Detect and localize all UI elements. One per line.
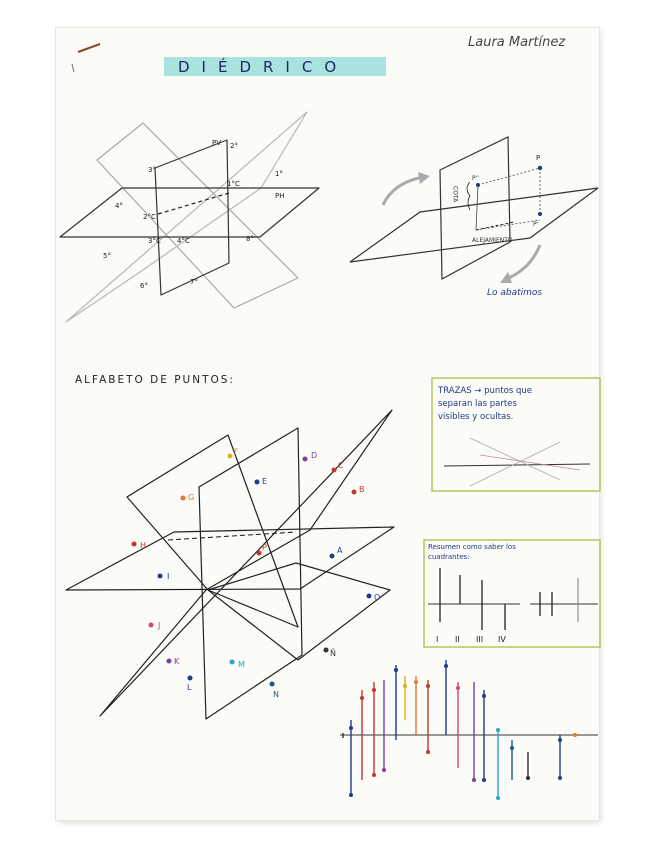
alphabet-points [132,447,381,699]
svg-text:5°: 5° [103,252,111,260]
trazas-line-3: visibles y ocultas. [438,412,514,422]
trazas-line-2: separan las partes [438,399,517,409]
svg-text:L: L [187,683,192,692]
octants-labels [103,139,285,290]
trazas-text [438,385,532,424]
octants-diagram [60,112,319,322]
dihedral-projections [340,660,598,800]
svg-text:3°: 3° [148,166,156,174]
resumen-line-2: cuadrantes: [428,553,470,561]
svg-text:C: C [338,461,344,470]
svg-text:2°C: 2°C [143,213,156,221]
svg-text:PV: PV [212,139,222,147]
alphabet-section-title: ALFABETO DE PUNTOS: [75,374,235,386]
svg-text:ALEJAMIENTO: ALEJAMIENTO [472,237,513,244]
svg-text:P'': P'' [472,175,479,182]
resumen-line-1: Resumen como saber los [428,543,516,551]
svg-text:7°: 7° [190,278,198,286]
svg-text:I: I [167,572,170,581]
svg-text:K: K [174,657,180,666]
author-signature: Laura Martínez [468,35,566,50]
svg-text:4°C: 4°C [177,237,190,245]
svg-text:1°: 1° [275,170,283,178]
svg-text:B: B [359,485,365,494]
svg-text:8°: 8° [246,235,254,243]
roman-numeral-3: III [476,635,484,644]
svg-text:N: N [273,690,279,699]
svg-text:P': P' [533,221,539,228]
roman-numeral-1: I [436,635,439,644]
svg-text:M: M [238,660,245,669]
roman-numeral-2: II [455,635,460,644]
svg-text:A: A [337,546,343,555]
svg-text:Ñ: Ñ [330,649,336,658]
svg-text:PH: PH [275,192,285,200]
svg-text:O: O [374,593,381,602]
svg-text:H: H [140,541,147,550]
resumen-text [428,542,516,562]
roman-numeral-4: IV [498,635,506,644]
svg-text:J: J [158,621,161,630]
svg-text:COTA: COTA [451,186,459,203]
svg-text:1°C: 1°C [227,180,240,188]
svg-text:2°: 2° [230,142,238,150]
svg-text:P: P [536,154,541,162]
svg-text:F: F [234,447,239,456]
abatimos-caption: Lo abatimos [487,288,543,298]
svg-text:3°C: 3°C [148,237,161,245]
svg-text:4°: 4° [115,202,123,210]
pencil-mark [72,44,100,72]
svg-text:P: P [262,543,267,552]
projection-diagram [350,137,598,283]
svg-text:6°: 6° [140,282,148,290]
trazas-line-1: TRAZAS → puntos que [438,386,532,396]
svg-text:E: E [262,477,268,486]
svg-text:G: G [188,493,195,502]
projection-points [452,154,543,244]
svg-text:D: D [311,451,318,460]
page-title: DIÉDRICO [178,58,349,76]
